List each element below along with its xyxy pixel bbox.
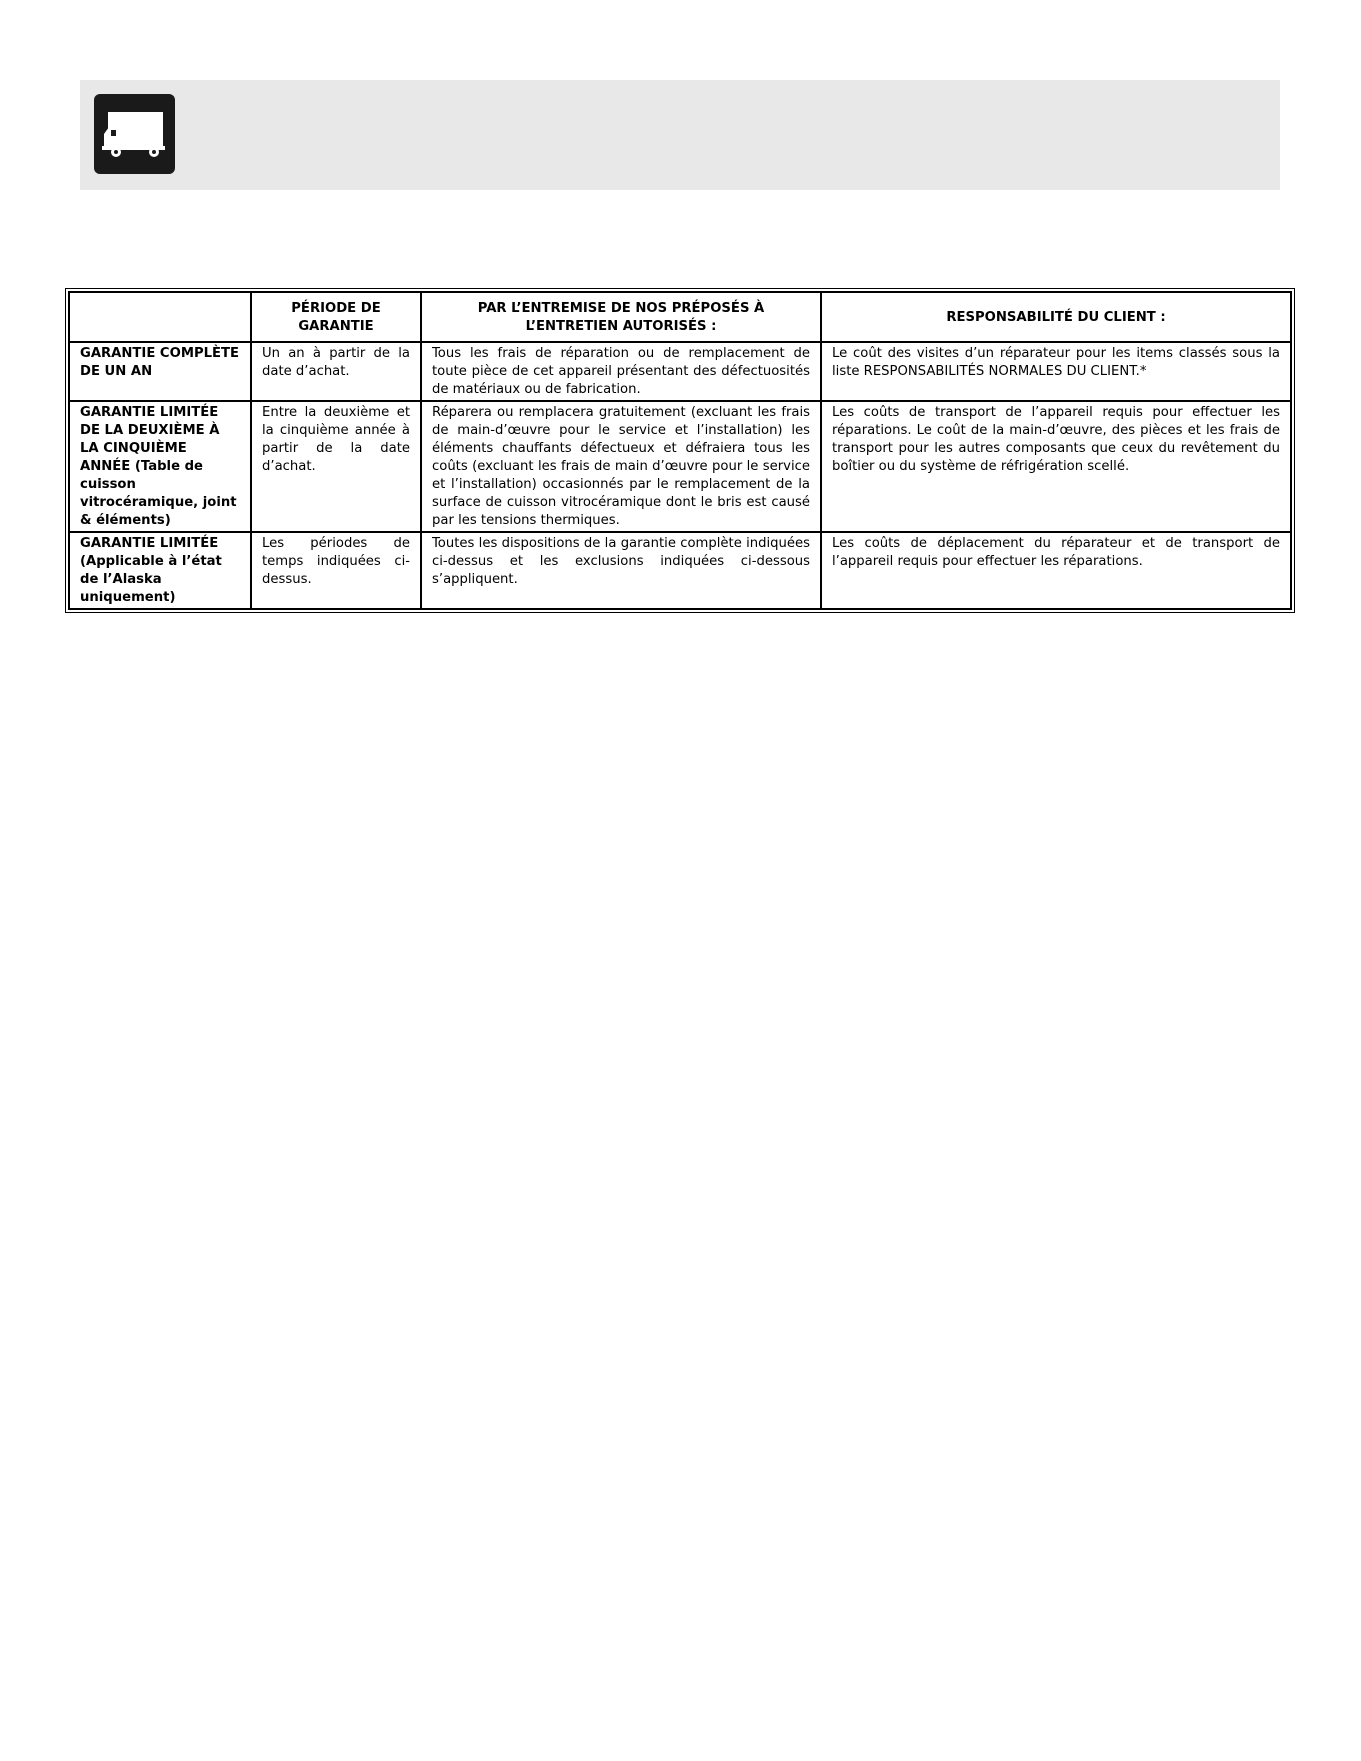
warranty-table-frame [65,288,1295,613]
row-coverage: Réparera ou remplacera gratuitement (excluant les frais de main-d’œuvre pour le service et l’installation) les éléments chauffants défectueux et défraiera tous les coûts (excluant les frais de main d’œuvre pour le service et l’installation) occasionnés par le remplacement de la surface de cuisson vitrocéramique dont le bris est causé par les tensions thermiques. [421,401,821,532]
row-customer: Les coûts de transport de l’appareil requis pour effectuer les réparations. Le coût de la main-d’œuvre, des pièces et les frais de transport pour les autres composants que ceux du revêtement du boîtier ou du système de réfrigération scellé. [821,401,1291,532]
warranty-table [68,291,1292,610]
table-header-row [69,292,1291,342]
truck-icon [94,94,175,174]
table-row [69,532,1291,609]
row-label: GARANTIE LIMITÉE (Applicable à l’état de l’Alaska uniquement) [69,532,251,609]
column-header-customer: RESPONSABILITÉ DU CLIENT : [821,292,1291,342]
row-label: GARANTIE LIMITÉE DE LA DEUXIÈME À LA CINQUIÈME ANNÉE (Table de cuisson vitrocéramique, joint & éléments) [69,401,251,532]
row-customer: Les coûts de déplacement du réparateur et de transport de l’appareil requis pour effectuer les réparations. [821,532,1291,609]
row-period: Un an à partir de la date d’achat. [251,342,421,401]
row-customer: Le coût des visites d’un réparateur pour les items classés sous la liste RESPONSABILITÉS NORMALES DU CLIENT.* [821,342,1291,401]
row-period: Les périodes de temps indiquées ci-dessus. [251,532,421,609]
column-header-period: PÉRIODE DE GARANTIE [251,292,421,342]
header-band [80,80,1280,190]
row-label: GARANTIE COMPLÈTE DE UN AN [69,342,251,401]
column-header-coverage: PAR L’ENTREMISE DE NOS PRÉPOSÉS À L’ENTRETIEN AUTORISÉS : [421,292,821,342]
row-period: Entre la deuxième et la cinquième année à partir de la date d’achat. [251,401,421,532]
table-row [69,401,1291,532]
table-row [69,342,1291,401]
row-coverage: Tous les frais de réparation ou de remplacement de toute pièce de cet appareil présentant des défectuosités de matériaux ou de fabrication. [421,342,821,401]
column-header-blank [69,292,251,342]
row-coverage: Toutes les dispositions de la garantie complète indiquées ci-dessus et les exclusions indiquées ci-dessous s’appliquent. [421,532,821,609]
